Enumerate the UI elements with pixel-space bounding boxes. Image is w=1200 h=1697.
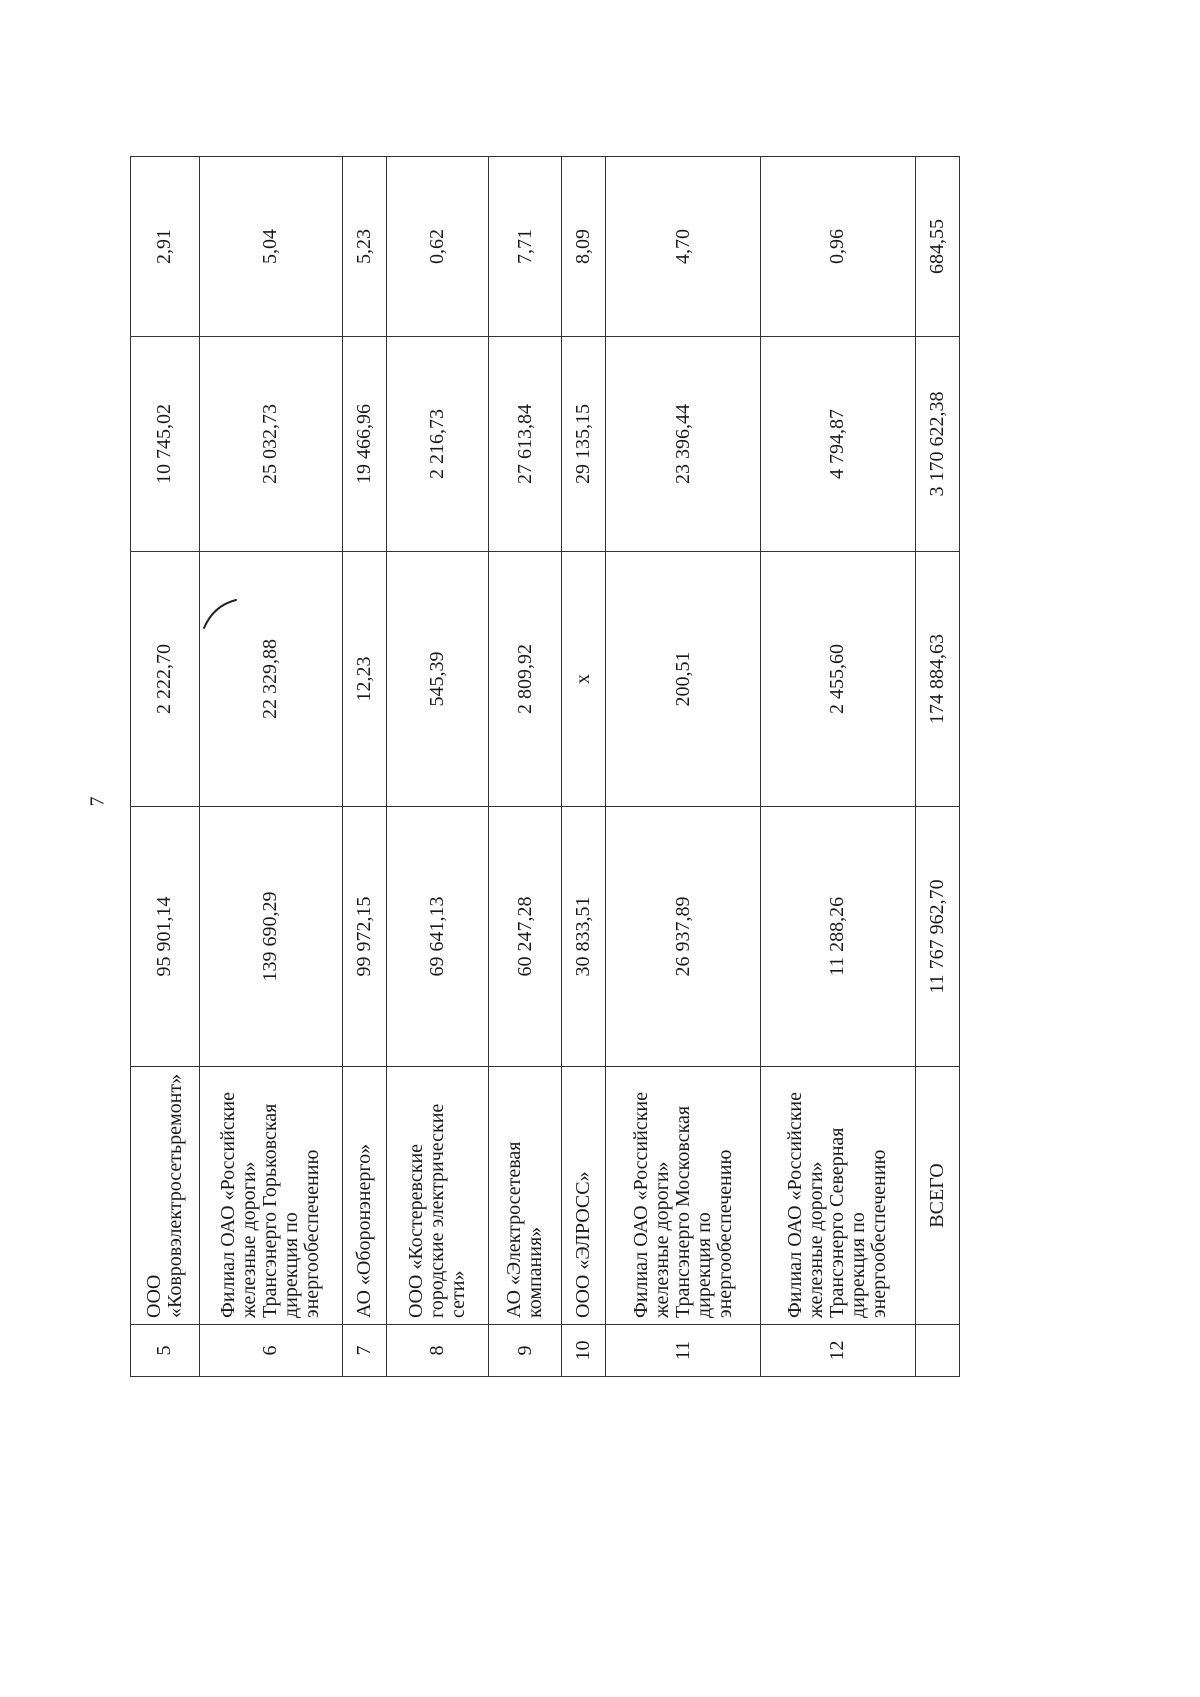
value-col-2: 545,39 [387,552,489,807]
value-col-4: 5,23 [343,157,387,337]
table-row [199,157,343,1377]
value-col-2: 2 809,92 [489,552,562,807]
table-row [343,157,387,1377]
organization-name: АО «Электросетевая компания» [489,1067,562,1325]
value-col-2: 200,51 [606,552,761,807]
value-col-4: 5,04 [199,157,343,337]
table-row [760,157,915,1377]
value-col-2: 2 455,60 [760,552,915,807]
value-col-2: 12,23 [343,552,387,807]
organization-name: Филиал ОАО «Российские железные дороги» Трансэнерго Московская дирекция по энергообеспечению [606,1067,761,1325]
value-col-4: 4,70 [606,157,761,337]
value-col-3: 25 032,73 [199,337,343,552]
value-col-3: 4 794,87 [760,337,915,552]
table-row [489,157,562,1377]
organization-name: ООО «ЭЛРОСС» [562,1067,606,1325]
organization-name: АО «Оборонэнерго» [343,1067,387,1325]
rotated-table-container [130,157,960,1377]
value-col-1: 99 972,15 [343,807,387,1067]
value-col-3: 10 745,02 [131,337,200,552]
value-col-4: 8,09 [562,157,606,337]
table-row [387,157,489,1377]
table-row [131,157,200,1377]
value-col-2: 22 329,88 [199,552,343,807]
value-col-1: 11 288,26 [760,807,915,1067]
organization-name: ООО «Ковровэлектросетьремонт» [131,1067,200,1325]
value-col-4: 7,71 [489,157,562,337]
value-col-4: 0,62 [387,157,489,337]
value-col-2: x [562,552,606,807]
row-number: 6 [199,1325,343,1377]
total-col-2: 174 884,63 [915,552,959,807]
value-col-4: 0,96 [760,157,915,337]
value-col-2: 2 222,70 [131,552,200,807]
page-number: 7 [86,796,109,807]
value-col-1: 26 937,89 [606,807,761,1067]
total-col-1: 11 767 962,70 [915,807,959,1067]
organization-name: ООО «Костеревские городские электрические сети» [387,1067,489,1325]
row-number [915,1325,959,1377]
row-number: 12 [760,1325,915,1377]
organization-name: Филиал ОАО «Российские железные дороги» Трансэнерго Горьковская дирекция по энергообеспечению [199,1067,343,1325]
total-col-4: 684,55 [915,157,959,337]
value-col-4: 2,91 [131,157,200,337]
total-row [915,157,959,1377]
table-row [606,157,761,1377]
value-col-1: 69 641,13 [387,807,489,1067]
value-col-1: 60 247,28 [489,807,562,1067]
value-col-3: 27 613,84 [489,337,562,552]
value-col-3: 29 135,15 [562,337,606,552]
total-col-3: 3 170 622,38 [915,337,959,552]
total-label: ВСЕГО [915,1067,959,1325]
row-number: 8 [387,1325,489,1377]
row-number: 11 [606,1325,761,1377]
row-number: 7 [343,1325,387,1377]
value-col-3: 2 216,73 [387,337,489,552]
organization-name: Филиал ОАО «Российские железные дороги» Трансэнерго Северная дирекция по энергообеспечению [760,1067,915,1325]
table-row [562,157,606,1377]
row-number: 5 [131,1325,200,1377]
value-col-1: 139 690,29 [199,807,343,1067]
value-col-1: 30 833,51 [562,807,606,1067]
row-number: 9 [489,1325,562,1377]
value-col-3: 23 396,44 [606,337,761,552]
value-col-1: 95 901,14 [131,807,200,1067]
row-number: 10 [562,1325,606,1377]
value-col-3: 19 466,96 [343,337,387,552]
data-table [130,156,960,1377]
